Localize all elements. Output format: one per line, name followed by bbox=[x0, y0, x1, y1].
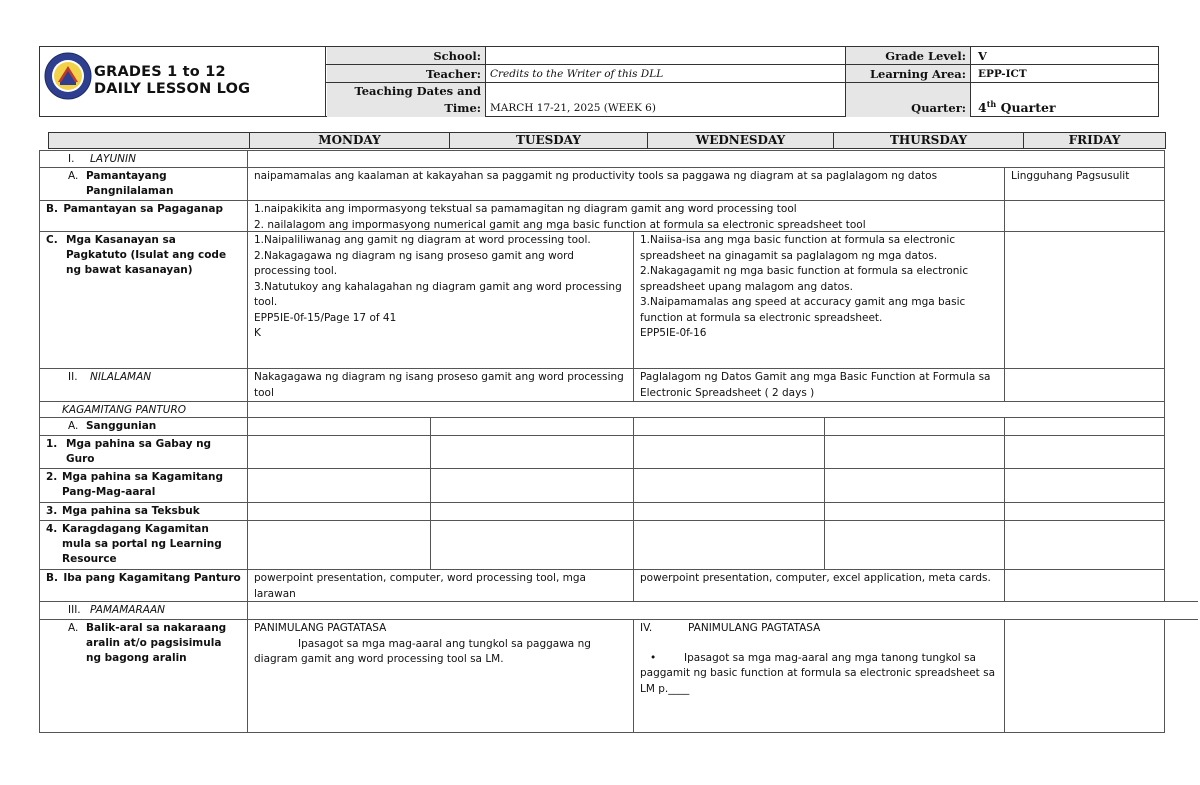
kasanayan-right-1: 1.Naiisa-isa ang mga basic function at formula sa electronic spreadsheet na ginagamit sa paglalagom ng mga datos. bbox=[640, 234, 956, 262]
balik-aral-right bbox=[633, 619, 1005, 733]
kasanayan-right-2: 2.Nakagagamit ng mga basic function at formula sa electronic spreadsheet upang malagom ang datos. bbox=[640, 265, 969, 293]
friday-cell bbox=[1004, 619, 1165, 733]
row-label-gabay: 1. Mga pahina sa Gabay ng Guro bbox=[39, 435, 248, 469]
sanggunian-tue bbox=[430, 417, 634, 436]
row-label-kagamitang-mag-aaral: 2. Mga pahina sa Kagamitang Pang-Mag-aaral bbox=[39, 468, 248, 503]
karagdagang-thu bbox=[824, 520, 1005, 570]
sanggunian-fri bbox=[1004, 417, 1165, 436]
day-header-row bbox=[48, 132, 1166, 149]
teksbuk-fri bbox=[1004, 502, 1165, 521]
kasanayan-right-3: 3.Naipamamalas ang speed at accuracy gamit ang mga basic function at formula sa electronic spreadsheet. bbox=[640, 296, 966, 324]
mag-aaral-mon bbox=[247, 468, 431, 503]
gabay-fri bbox=[1004, 435, 1165, 469]
quarter-label: Quarter: bbox=[911, 101, 966, 115]
learning-area-value: EPP-ICT bbox=[978, 68, 1027, 80]
row-cell-kagamitang bbox=[247, 401, 1165, 418]
kasanayan-left-k: K bbox=[254, 327, 261, 339]
friday-cell bbox=[1004, 231, 1165, 369]
friday-cell bbox=[1004, 368, 1165, 402]
row-label-karagdagang: 4. Karagdagang Kagamitan mula sa portal ng Learning Resource bbox=[39, 520, 248, 570]
karagdagang-wed bbox=[633, 520, 825, 570]
row-cell-layunin bbox=[247, 150, 1165, 168]
pamantayang-pangnilalaman-content: naipamamalas ang kaalaman at kakayahan sa paggamit ng productivity tools sa paggawa ng diagram at sa paglalagom ng datos bbox=[247, 167, 1005, 201]
iba-pang-right: powerpoint presentation, computer, excel application, meta cards. bbox=[633, 569, 1005, 602]
day-tuesday: TUESDAY bbox=[449, 133, 647, 148]
row-label-nilalaman: II. NILALAMAN bbox=[39, 368, 248, 402]
panimulang-body-right: Ipasagot sa mga mag-aaral ang mga tanong tungkol sa paggamit ng basic function at formula sa electronic spreadsheet sa LM p.____ bbox=[640, 651, 996, 695]
friday-cell bbox=[1004, 569, 1165, 602]
sanggunian-thu bbox=[824, 417, 1005, 436]
karagdagang-mon bbox=[247, 520, 431, 570]
pagganap-line-1: 1.naipakikita ang impormasyong tekstual sa pamamagitan ng diagram gamit ang word processing tool bbox=[254, 203, 797, 215]
dates-value: MARCH 17-21, 2025 (WEEK 6) bbox=[490, 102, 656, 114]
grade-level-value: V bbox=[978, 49, 987, 63]
title-line-2: DAILY LESSON LOG bbox=[94, 81, 251, 97]
header-line bbox=[485, 46, 486, 117]
pamantayan-pagganap-content bbox=[247, 200, 1005, 232]
row-label-layunin: I. LAYUNIN bbox=[39, 150, 248, 168]
kasanayan-left-2: 2.Nakagagawa ng diagram ng isang proseso gamit ang word processing tool. bbox=[254, 249, 574, 277]
dates-label-2: Time: bbox=[444, 101, 481, 115]
row-label-pamantayan-pagganap: B. Pamantayan sa Pagaganap bbox=[39, 200, 248, 232]
pagganap-line-2: 2. nailalagom ang impormasyong numerical gamit ang mga basic function at formula sa electronic spreadsheet tool bbox=[254, 218, 866, 231]
kasanayan-wednesday-thursday bbox=[633, 231, 1005, 369]
teksbuk-mon bbox=[247, 502, 431, 521]
friday-cell bbox=[1004, 200, 1165, 232]
row-cell-pamamaraan bbox=[247, 601, 1198, 620]
row-label-iba-pang: B. Iba pang Kagamitang Panturo bbox=[39, 569, 248, 602]
iba-pang-left: powerpoint presentation, computer, word processing tool, mga larawan bbox=[247, 569, 634, 602]
roman-iv: IV. bbox=[640, 622, 653, 634]
header-line bbox=[970, 46, 971, 117]
mag-aaral-thu bbox=[824, 468, 1005, 503]
bullet: • bbox=[650, 651, 657, 664]
teacher-label: Teacher: bbox=[426, 67, 481, 81]
gabay-wed bbox=[633, 435, 825, 469]
dates-label-1: Teaching Dates and bbox=[354, 84, 481, 98]
karagdagang-fri bbox=[1004, 520, 1165, 570]
kasanayan-left-1: 1.Naipaliliwanag ang gamit ng diagram at word processing tool. bbox=[254, 234, 591, 246]
balik-aral-left bbox=[247, 619, 634, 733]
day-wednesday: WEDNESDAY bbox=[647, 133, 833, 148]
day-monday: MONDAY bbox=[249, 133, 449, 148]
teksbuk-thu bbox=[824, 502, 1005, 521]
mag-aaral-tue bbox=[430, 468, 634, 503]
karagdagang-tue bbox=[430, 520, 634, 570]
row-label-balik-aral: A. Balik-aral sa nakaraang aralin at/o pagsisimula ng bagong aralin bbox=[39, 619, 248, 733]
teacher-value: Credits to the Writer of this DLL bbox=[490, 68, 664, 80]
panimulang-title-right: PANIMULANG PAGTATASA bbox=[688, 622, 821, 634]
row-label-kagamitang: KAGAMITANG PANTURO bbox=[39, 401, 248, 418]
friday-assessment: Lingguhang Pagsusulit bbox=[1004, 167, 1165, 201]
kasanayan-left-code: EPP5IE-0f-15/Page 17 of 41 bbox=[254, 311, 397, 324]
kasanayan-monday-tuesday bbox=[247, 231, 634, 369]
title-line-1: GRADES 1 to 12 bbox=[94, 64, 226, 80]
kasanayan-right-code: EPP5IE-0f-16 bbox=[640, 327, 707, 339]
grade-level-label: Grade Level: bbox=[885, 49, 966, 63]
nilalaman-left: Nakagagawa ng diagram ng isang proseso gamit ang word processing tool bbox=[247, 368, 634, 402]
sanggunian-wed bbox=[633, 417, 825, 436]
day-friday: FRIDAY bbox=[1023, 133, 1165, 148]
page-title bbox=[94, 64, 250, 98]
gabay-mon bbox=[247, 435, 431, 469]
row-label-pamantayang-pangnilalaman: A. Pamantayang Pangnilalaman bbox=[39, 167, 248, 201]
teksbuk-tue bbox=[430, 502, 634, 521]
sanggunian-mon bbox=[247, 417, 431, 436]
teksbuk-wed bbox=[633, 502, 825, 521]
gabay-tue bbox=[430, 435, 634, 469]
row-label-teksbuk: 3. Mga pahina sa Teksbuk bbox=[39, 502, 248, 521]
mag-aaral-fri bbox=[1004, 468, 1165, 503]
day-thursday: THURSDAY bbox=[833, 133, 1023, 148]
learning-area-label: Learning Area: bbox=[869, 67, 966, 81]
row-label-sanggunian: A. Sanggunian bbox=[39, 417, 248, 436]
gabay-thu bbox=[824, 435, 1005, 469]
school-label: School: bbox=[433, 49, 481, 63]
row-label-kasanayan: C. Mga Kasanayan sa Pagkatuto (Isulat ang code ng bawat kasanayan) bbox=[39, 231, 248, 369]
panimulang-title-left: PANIMULANG PAGTATASA bbox=[254, 622, 387, 634]
deped-seal-icon bbox=[44, 52, 92, 100]
row-label-pamamaraan: III. PAMAMARAAN bbox=[39, 601, 248, 620]
panimulang-body-left: Ipasagot sa mga mag-aaral ang tungkol sa paggawa ng diagram gamit ang word processing tool sa LM. bbox=[254, 637, 591, 665]
kasanayan-left-3: 3.Natutukoy ang kahalagahan ng diagram gamit ang word processing tool. bbox=[254, 280, 622, 308]
mag-aaral-wed bbox=[633, 468, 825, 503]
nilalaman-right: Paglalagom ng Datos Gamit ang mga Basic Function at Formula sa Electronic Spreadsheet ( 2 days ) bbox=[633, 368, 1005, 402]
quarter-value: 4th Quarter bbox=[978, 99, 1056, 116]
